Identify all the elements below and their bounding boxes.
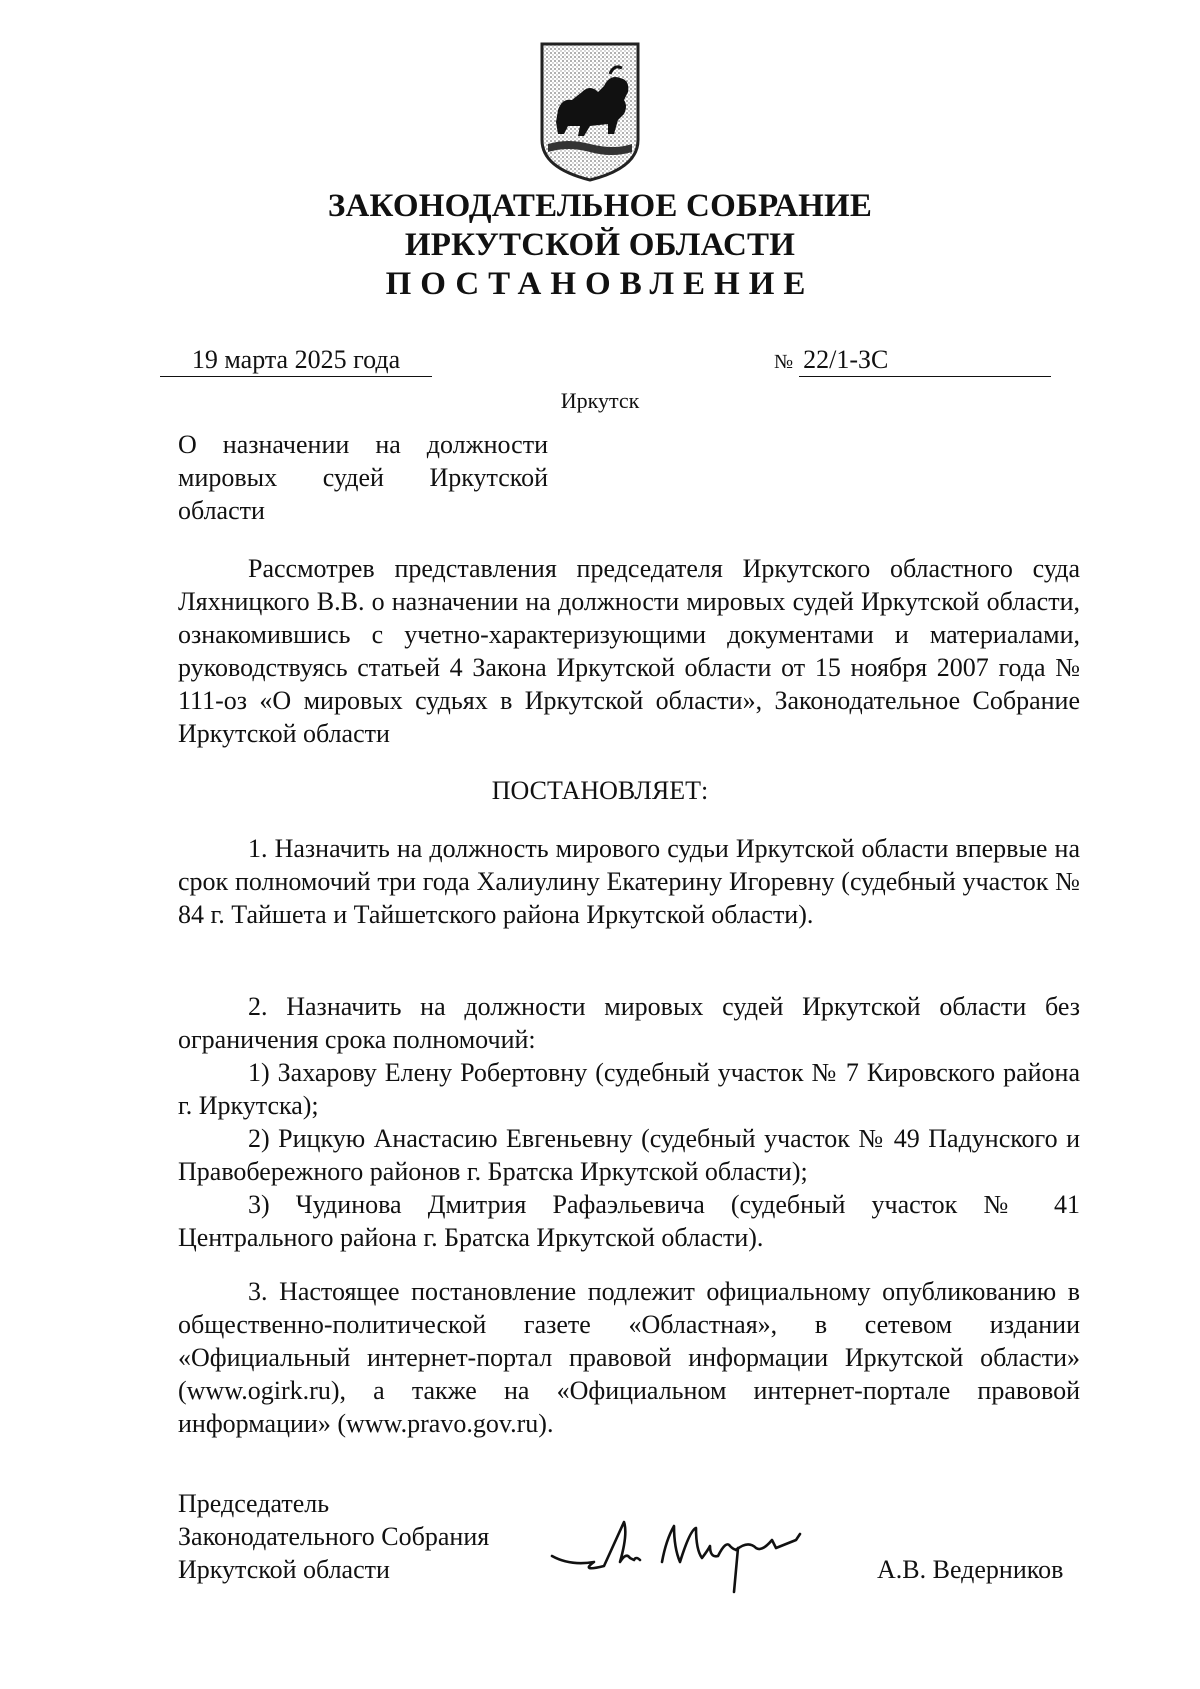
clause-2 <box>178 990 1080 1254</box>
signatory-title-line2: Законодательного Собрания <box>178 1522 490 1551</box>
signatory-title-line1: Председатель <box>178 1489 330 1518</box>
document-date: 19 марта 2025 года <box>160 343 432 377</box>
clause-2-item: 2) Рицкую Анастасию Евгеньевну (судебный участок № 49 Падунского и Правобережного районов г. Братска Иркутской области); <box>178 1124 1080 1186</box>
clause-2-intro: 2. Назначить на должности мировых судей Иркутской области без ограничения срока полномочий: <box>178 992 1080 1054</box>
signatory-name: А.В. Ведерников <box>877 1555 1064 1584</box>
signatory-title <box>178 1487 489 1586</box>
organization-title-line1: ЗАКОНОДАТЕЛЬНОЕ СОБРАНИЕ <box>327 188 873 224</box>
handwritten-signature <box>550 1500 850 1610</box>
resolves-heading: ПОСТАНОВЛЯЕТ: <box>491 776 709 805</box>
document-number: 22/1-ЗС <box>799 343 1051 377</box>
preamble-text: Рассмотрев представления председателя Иркутского областного суда Ляхницкого В.В. о назначении на должности мировых судей Иркутской области, ознакомившись с учетно-характеризующими документами и материалами, руководствуясь статьей 4 Закона Иркутской области от 15 ноября 2007 года № 111-оз «О мировых судьях в Иркутской области», Законодательное Собрание Иркутской области <box>178 554 1080 748</box>
number-sign: № <box>774 351 794 373</box>
coat-of-arms-emblem <box>538 40 642 182</box>
organization-title-line2: ИРКУТСКОЙ ОБЛАСТИ <box>404 227 796 263</box>
document-type-title: ПОСТАНОВЛЕНИЕ <box>385 266 815 302</box>
clause-3 <box>178 1275 1080 1440</box>
clause-3-text: 3. Настоящее постановление подлежит официальному опубликованию в общественно-политической газете «Областная», в сетевом издании «Официальный интернет-портал правовой информации Иркутской области» (www.ogirk.ru), а также на «Официальном интернет-портале правовой информации» (www.pravo.gov.ru). <box>178 1277 1080 1438</box>
document-number-block <box>774 343 1051 379</box>
city-label: Иркутск <box>560 388 640 413</box>
clause-1 <box>178 832 1080 931</box>
clause-1-text: 1. Назначить на должность мирового судьи Иркутской области впервые на срок полномочий три года Халиулину Екатерину Игоревну (судебный участок № 84 г. Тайшета и Тайшетского района Иркутской области). <box>178 834 1080 929</box>
clause-2-item: 3) Чудинова Дмитрия Рафаэльевича (судебный участок № 41 Центрального района г. Братска Иркутской области). <box>178 1190 1080 1252</box>
document-subject: О назначении на должности мировых судей Иркутской области <box>178 430 548 525</box>
preamble <box>178 552 1080 750</box>
signatory-title-line3: Иркутской области <box>178 1555 390 1584</box>
clause-2-item: 1) Захарову Елену Робертовну (судебный участок № 7 Кировского района г. Иркутска); <box>178 1058 1080 1120</box>
